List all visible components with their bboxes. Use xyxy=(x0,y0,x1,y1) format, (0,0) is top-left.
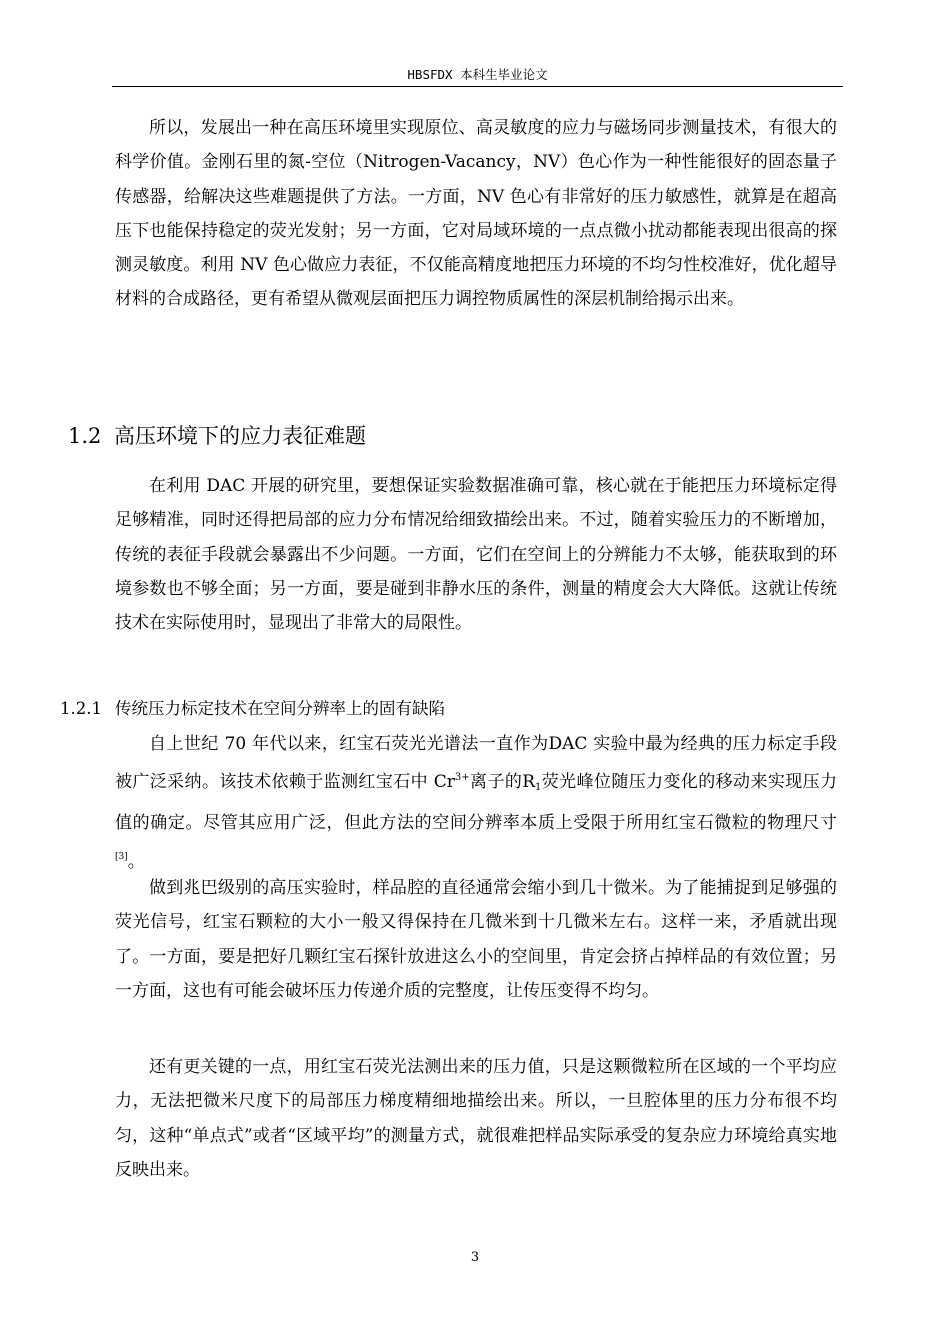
paragraph-megabar-chamber: 做到兆巴级别的高压实验时，样品腔的直径通常会缩小到几十微米。为了能捕捉到足够强的荧光信号，红宝石颗粒的大小一般又得保持在几微米到十几微米左右。这样一来，矛盾就出现了。一方面，要是把好几颗红宝石探针放进这么小的空间里，肯定会挤占掉样品的有效位置；另一方面，这也有可能会破坏压力传递介质的完整度，让传压变得不均匀。 xyxy=(115,878,837,1001)
section-number: 1.2 xyxy=(68,424,102,448)
paragraph-dac-characterization: 在利用 DAC 开展的研究里，要想保证实验数据准确可靠，核心就在于能把压力环境标定得足够精准，同时还得把局部的应力分布情况给细致描绘出来。不过，随着实验压力的不断增加，传统的表征手段就会暴露出不少问题。一方面，它们在空间上的分辨能力不太够，能获取到的环境参数也不够全面；另一方面，要是碰到非静水压的条件，测量的精度会大大降低。这就让传统技术在实际使用时，显现出了非常大的局限性。 xyxy=(115,476,837,634)
ion-charge: 3+ xyxy=(454,772,470,784)
paragraph-ruby-fluorescence xyxy=(115,727,837,879)
section-title: 高压环境下的应力表征难题 xyxy=(114,424,366,448)
subsection-heading-1-2-1 xyxy=(60,695,445,723)
subsection-title: 传统压力标定技术在空间分辨率上的固有缺陷 xyxy=(115,699,445,718)
page-number: 3 xyxy=(470,1250,480,1265)
citation-ref: [3] xyxy=(115,851,128,862)
section-heading-1-2 xyxy=(68,420,366,452)
page-header: HBSFDX 本科生毕业论文 xyxy=(112,64,843,87)
r1-subscript: 1 xyxy=(535,782,542,794)
paragraph-average-stress: 还有更关键的一点，用红宝石荧光法测出来的压力值，只是这颗微粒所在区域的一个平均应力，无法把微米尺度下的局部压力梯度精细地描绘出来。所以，一旦腔体里的压力分布很不均匀，这种“单点式”或者“区域平均”的测量方式，就很难把样品实际承受的复杂应力环境给真实地反映出来。 xyxy=(115,1057,837,1180)
text-run: 自上世纪 70 年代以来，红宝石荧光光谱法一直作为DAC 实验中最为经典的压力标定手段被广泛采纳。该技术依赖于监测红宝石中 Cr xyxy=(115,734,837,793)
text-run: 离子的R xyxy=(469,772,536,793)
text-run: 荧光峰位随压力变化的移动来实现压力值的确定。尽管其应用广泛，但此方法的空间分辨率本质上受限于所用红宝石微粒的物理尺寸 xyxy=(115,772,837,833)
text-run: 。 xyxy=(127,851,145,872)
paragraph-nv-motivation: 所以，发展出一种在高压环境里实现原位、高灵敏度的应力与磁场同步测量技术，有很大的科学价值。金刚石里的氮-空位（Nitrogen-Vacancy，NV）色心作为一种性能很好的固态量子传感器，给解决这些难题提供了方法。一方面，NV 色心有非常好的压力敏感性，就算是在超高压下也能保持稳定的荧光发射；另一方面，它对局域环境的一点点微小扰动都能表现出很高的探测灵敏度。利用 NV 色心做应力表征，不仅能高精度地把压力环境的不均匀性校准好，优化超导材料的合成路径，更有希望从微观层面把压力调控物质属性的深层机制给揭示出来。 xyxy=(115,118,837,310)
subsection-number: 1.2.1 xyxy=(60,699,102,718)
